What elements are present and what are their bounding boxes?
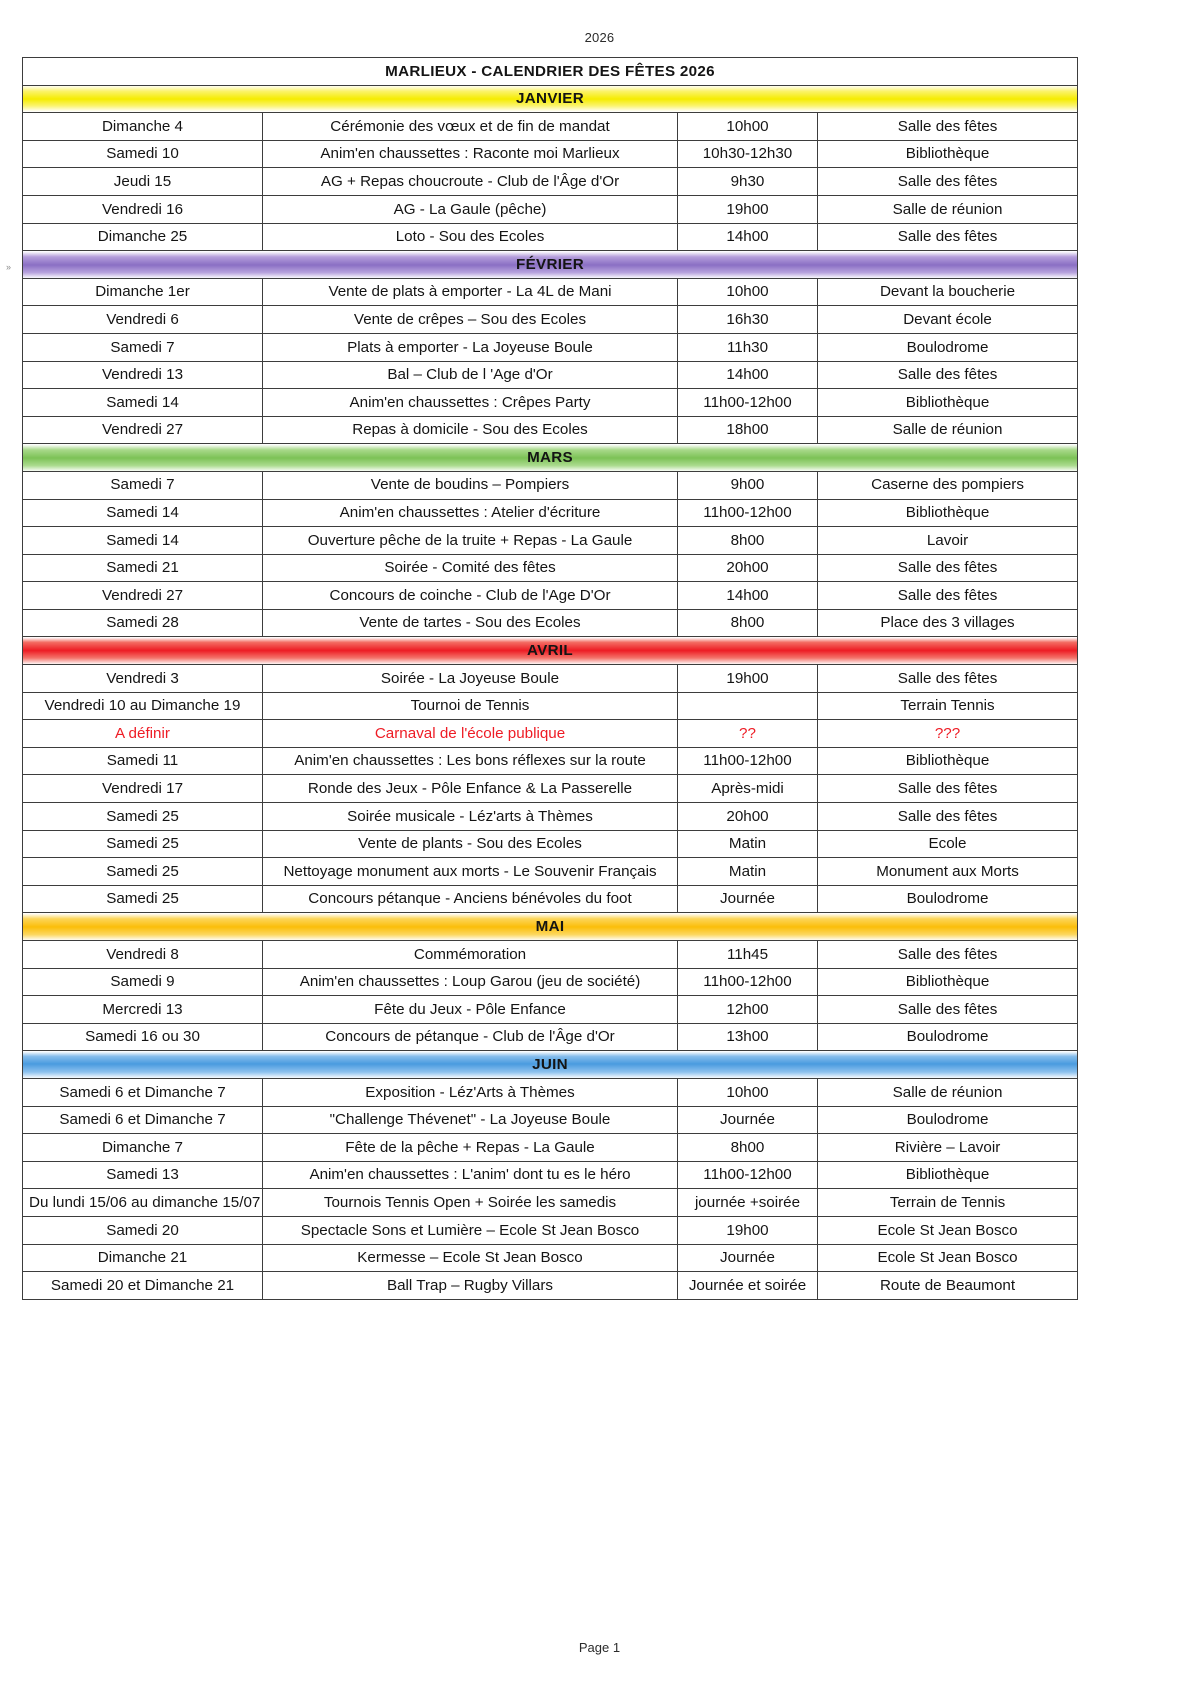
event-date-cell: Dimanche 21 <box>23 1244 263 1272</box>
event-date-cell: Vendredi 27 <box>23 416 263 444</box>
month-header-avril: AVRIL <box>23 637 1078 665</box>
event-place-cell: Ecole <box>818 830 1078 858</box>
event-date-cell: Jeudi 15 <box>23 168 263 196</box>
month-header-row <box>23 444 1078 472</box>
event-date-cell: Samedi 25 <box>23 830 263 858</box>
event-name-cell: Anim'en chaussettes : Loup Garou (jeu de société) <box>263 968 678 996</box>
table-row <box>23 168 1078 196</box>
event-time-cell: 14h00 <box>678 223 818 251</box>
event-name-cell: Kermesse – Ecole St Jean Bosco <box>263 1244 678 1272</box>
event-name-cell: Soirée musicale - Léz'arts à Thèmes <box>263 803 678 831</box>
event-date-cell: Dimanche 1er <box>23 278 263 306</box>
event-place-cell: Caserne des pompiers <box>818 471 1078 499</box>
table-row <box>23 1189 1078 1217</box>
event-name-cell: Plats à emporter - La Joyeuse Boule <box>263 333 678 361</box>
event-time-cell: Après-midi <box>678 775 818 803</box>
event-date-cell: Samedi 16 ou 30 <box>23 1023 263 1051</box>
event-time-cell <box>678 692 818 720</box>
event-place-cell: Salle des fêtes <box>818 775 1078 803</box>
event-time-cell: 11h30 <box>678 333 818 361</box>
event-name-cell: Nettoyage monument aux morts - Le Souvenir Français <box>263 858 678 886</box>
event-time-cell: 9h00 <box>678 471 818 499</box>
table-row <box>23 803 1078 831</box>
event-time-cell: 11h45 <box>678 941 818 969</box>
table-row <box>23 941 1078 969</box>
event-name-cell: Tournois Tennis Open + Soirée les samedis <box>263 1189 678 1217</box>
event-name-cell: Exposition - Léz'Arts à Thèmes <box>263 1078 678 1106</box>
event-name-cell: Ouverture pêche de la truite + Repas - La Gaule <box>263 527 678 555</box>
event-time-cell: Journée et soirée <box>678 1272 818 1300</box>
event-date-cell: Samedi 7 <box>23 471 263 499</box>
month-header-janvier: JANVIER <box>23 85 1078 113</box>
page-title: MARLIEUX - CALENDRIER DES FÊTES 2026 <box>23 58 1078 86</box>
table-row <box>23 996 1078 1024</box>
event-time-cell: Matin <box>678 830 818 858</box>
table-row <box>23 1161 1078 1189</box>
event-place-cell: Bibliothèque <box>818 389 1078 417</box>
event-date-cell: Samedi 25 <box>23 885 263 913</box>
event-time-cell: Journée <box>678 1106 818 1134</box>
event-date-cell: Samedi 20 et Dimanche 21 <box>23 1272 263 1300</box>
event-place-cell: Boulodrome <box>818 885 1078 913</box>
event-name-cell: AG + Repas choucroute - Club de l'Âge d'Or <box>263 168 678 196</box>
event-place-cell: Salle des fêtes <box>818 554 1078 582</box>
table-row <box>23 1106 1078 1134</box>
event-name-cell: Repas à domicile - Sou des Ecoles <box>263 416 678 444</box>
event-name-cell: Carnaval de l'école publique <box>263 720 678 748</box>
event-place-cell: Salle des fêtes <box>818 996 1078 1024</box>
table-row <box>23 747 1078 775</box>
event-place-cell: Devant la boucherie <box>818 278 1078 306</box>
table-row <box>23 361 1078 389</box>
event-time-cell: 14h00 <box>678 361 818 389</box>
event-place-cell: Bibliothèque <box>818 1161 1078 1189</box>
page-header-year: 2026 <box>584 30 615 45</box>
event-place-cell: Rivière – Lavoir <box>818 1134 1078 1162</box>
table-row <box>23 140 1078 168</box>
table-row <box>23 471 1078 499</box>
event-date-cell: Samedi 14 <box>23 389 263 417</box>
event-date-cell: Vendredi 10 au Dimanche 19 <box>23 692 263 720</box>
table-row <box>23 1134 1078 1162</box>
event-time-cell: 12h00 <box>678 996 818 1024</box>
event-time-cell: 20h00 <box>678 554 818 582</box>
event-time-cell: 8h00 <box>678 1134 818 1162</box>
table-row <box>23 1216 1078 1244</box>
event-time-cell: 14h00 <box>678 582 818 610</box>
event-name-cell: Vente de crêpes – Sou des Ecoles <box>263 306 678 334</box>
event-date-cell: Vendredi 13 <box>23 361 263 389</box>
event-date-cell: Samedi 9 <box>23 968 263 996</box>
table-row <box>23 858 1078 886</box>
month-header-juin: JUIN <box>23 1051 1078 1079</box>
event-date-cell: Samedi 7 <box>23 333 263 361</box>
event-name-cell: Loto - Sou des Ecoles <box>263 223 678 251</box>
event-time-cell: 10h00 <box>678 278 818 306</box>
event-date-cell: Samedi 28 <box>23 609 263 637</box>
event-place-cell: Place des 3 villages <box>818 609 1078 637</box>
event-place-cell: Bibliothèque <box>818 747 1078 775</box>
event-name-cell: Concours pétanque - Anciens bénévoles du foot <box>263 885 678 913</box>
event-place-cell: Salle de réunion <box>818 416 1078 444</box>
table-row <box>23 195 1078 223</box>
event-date-cell: Samedi 25 <box>23 803 263 831</box>
event-place-cell: Lavoir <box>818 527 1078 555</box>
month-header-février: FÉVRIER <box>23 251 1078 279</box>
scan-artifact-mark: » <box>6 262 12 272</box>
event-time-cell: 11h00-12h00 <box>678 499 818 527</box>
event-time-cell: 11h00-12h00 <box>678 389 818 417</box>
event-name-cell: Soirée - La Joyeuse Boule <box>263 665 678 693</box>
table-row <box>23 333 1078 361</box>
event-name-cell: Vente de boudins – Pompiers <box>263 471 678 499</box>
month-header-mars: MARS <box>23 444 1078 472</box>
event-date-cell: Vendredi 17 <box>23 775 263 803</box>
event-date-cell: Vendredi 16 <box>23 195 263 223</box>
event-date-cell: Samedi 6 et Dimanche 7 <box>23 1106 263 1134</box>
event-place-cell: ??? <box>818 720 1078 748</box>
month-header-row <box>23 251 1078 279</box>
event-place-cell: Bibliothèque <box>818 968 1078 996</box>
table-row <box>23 389 1078 417</box>
month-header-mai: MAI <box>23 913 1078 941</box>
event-date-cell: Mercredi 13 <box>23 996 263 1024</box>
event-name-cell: Anim'en chaussettes : Crêpes Party <box>263 389 678 417</box>
event-date-cell: Vendredi 3 <box>23 665 263 693</box>
event-place-cell: Salle des fêtes <box>818 582 1078 610</box>
event-time-cell: 8h00 <box>678 609 818 637</box>
table-row <box>23 665 1078 693</box>
event-time-cell: 19h00 <box>678 195 818 223</box>
event-place-cell: Salle des fêtes <box>818 168 1078 196</box>
event-name-cell: Vente de plants - Sou des Ecoles <box>263 830 678 858</box>
event-date-cell: Dimanche 25 <box>23 223 263 251</box>
table-row <box>23 416 1078 444</box>
table-row <box>23 223 1078 251</box>
page-footer-label: Page 1 <box>578 1640 621 1655</box>
event-place-cell: Ecole St Jean Bosco <box>818 1216 1078 1244</box>
event-time-cell: 9h30 <box>678 168 818 196</box>
table-row <box>23 306 1078 334</box>
table-row <box>23 1078 1078 1106</box>
event-time-cell: 11h00-12h00 <box>678 747 818 775</box>
event-name-cell: Concours de pétanque - Club de l'Âge d'Or <box>263 1023 678 1051</box>
event-name-cell: Spectacle Sons et Lumière – Ecole St Jean Bosco <box>263 1216 678 1244</box>
event-name-cell: Fête du Jeux - Pôle Enfance <box>263 996 678 1024</box>
event-date-cell: Samedi 21 <box>23 554 263 582</box>
event-place-cell: Salle des fêtes <box>818 113 1078 141</box>
event-time-cell: 11h00-12h00 <box>678 968 818 996</box>
event-place-cell: Ecole St Jean Bosco <box>818 1244 1078 1272</box>
event-place-cell: Terrain de Tennis <box>818 1189 1078 1217</box>
event-time-cell: 13h00 <box>678 1023 818 1051</box>
event-name-cell: Cérémonie des vœux et de fin de mandat <box>263 113 678 141</box>
event-date-cell: Samedi 14 <box>23 499 263 527</box>
event-time-cell: Journée <box>678 885 818 913</box>
event-date-cell: Dimanche 4 <box>23 113 263 141</box>
event-name-cell: "Challenge Thévenet" - La Joyeuse Boule <box>263 1106 678 1134</box>
event-name-cell: AG - La Gaule (pêche) <box>263 195 678 223</box>
table-row <box>23 609 1078 637</box>
event-date-cell: A définir <box>23 720 263 748</box>
table-row <box>23 830 1078 858</box>
event-time-cell: 19h00 <box>678 1216 818 1244</box>
table-row <box>23 775 1078 803</box>
event-place-cell: Boulodrome <box>818 1023 1078 1051</box>
event-time-cell: Matin <box>678 858 818 886</box>
calendar-title-row <box>23 58 1078 86</box>
event-date-cell: Vendredi 27 <box>23 582 263 610</box>
event-place-cell: Salle de réunion <box>818 195 1078 223</box>
event-place-cell: Salle des fêtes <box>818 665 1078 693</box>
event-time-cell: 16h30 <box>678 306 818 334</box>
event-place-cell: Boulodrome <box>818 333 1078 361</box>
event-name-cell: Vente de tartes - Sou des Ecoles <box>263 609 678 637</box>
table-row <box>23 692 1078 720</box>
calendar-table-container <box>22 57 1077 1300</box>
event-name-cell: Fête de la pêche + Repas - La Gaule <box>263 1134 678 1162</box>
table-row <box>23 527 1078 555</box>
event-name-cell: Ronde des Jeux - Pôle Enfance & La Passerelle <box>263 775 678 803</box>
event-place-cell: Route de Beaumont <box>818 1272 1078 1300</box>
event-date-cell: Samedi 20 <box>23 1216 263 1244</box>
event-date-cell: Samedi 6 et Dimanche 7 <box>23 1078 263 1106</box>
event-name-cell: Bal – Club de l 'Age d'Or <box>263 361 678 389</box>
event-name-cell: Anim'en chaussettes : L'anim' dont tu es le héro <box>263 1161 678 1189</box>
event-time-cell: 10h30-12h30 <box>678 140 818 168</box>
event-date-cell: Samedi 11 <box>23 747 263 775</box>
event-place-cell: Boulodrome <box>818 1106 1078 1134</box>
table-row <box>23 1244 1078 1272</box>
month-header-row <box>23 637 1078 665</box>
event-name-cell: Vente de plats à emporter - La 4L de Mani <box>263 278 678 306</box>
event-place-cell: Bibliothèque <box>818 499 1078 527</box>
event-place-cell: Salle des fêtes <box>818 803 1078 831</box>
event-time-cell: journée +soirée <box>678 1189 818 1217</box>
event-date-cell: Vendredi 8 <box>23 941 263 969</box>
table-row <box>23 113 1078 141</box>
event-place-cell: Devant école <box>818 306 1078 334</box>
event-time-cell: 20h00 <box>678 803 818 831</box>
event-time-cell: 8h00 <box>678 527 818 555</box>
table-row <box>23 720 1078 748</box>
event-time-cell: 10h00 <box>678 113 818 141</box>
event-date-cell: Samedi 25 <box>23 858 263 886</box>
event-name-cell: Commémoration <box>263 941 678 969</box>
event-place-cell: Salle des fêtes <box>818 361 1078 389</box>
event-name-cell: Soirée - Comité des fêtes <box>263 554 678 582</box>
event-time-cell: Journée <box>678 1244 818 1272</box>
event-date-cell: Samedi 13 <box>23 1161 263 1189</box>
table-row <box>23 582 1078 610</box>
month-header-row <box>23 1051 1078 1079</box>
table-row <box>23 1023 1078 1051</box>
event-time-cell: ?? <box>678 720 818 748</box>
event-date-cell: Du lundi 15/06 au dimanche 15/07 <box>23 1189 263 1217</box>
event-time-cell: 19h00 <box>678 665 818 693</box>
table-row <box>23 968 1078 996</box>
table-row <box>23 1272 1078 1300</box>
event-name-cell: Ball Trap – Rugby Villars <box>263 1272 678 1300</box>
event-date-cell: Samedi 10 <box>23 140 263 168</box>
calendar-table <box>22 57 1078 1300</box>
event-name-cell: Anim'en chaussettes : Raconte moi Marlieux <box>263 140 678 168</box>
event-date-cell: Dimanche 7 <box>23 1134 263 1162</box>
event-time-cell: 18h00 <box>678 416 818 444</box>
table-row <box>23 554 1078 582</box>
event-place-cell: Salle de réunion <box>818 1078 1078 1106</box>
table-row <box>23 278 1078 306</box>
event-time-cell: 11h00-12h00 <box>678 1161 818 1189</box>
event-name-cell: Anim'en chaussettes : Atelier d'écriture <box>263 499 678 527</box>
event-name-cell: Concours de coinche - Club de l'Age D'Or <box>263 582 678 610</box>
event-place-cell: Bibliothèque <box>818 140 1078 168</box>
event-place-cell: Salle des fêtes <box>818 941 1078 969</box>
table-row <box>23 885 1078 913</box>
event-date-cell: Vendredi 6 <box>23 306 263 334</box>
month-header-row <box>23 85 1078 113</box>
event-time-cell: 10h00 <box>678 1078 818 1106</box>
event-date-cell: Samedi 14 <box>23 527 263 555</box>
event-place-cell: Monument aux Morts <box>818 858 1078 886</box>
event-place-cell: Salle des fêtes <box>818 223 1078 251</box>
event-name-cell: Anim'en chaussettes : Les bons réflexes sur la route <box>263 747 678 775</box>
event-place-cell: Terrain Tennis <box>818 692 1078 720</box>
month-header-row <box>23 913 1078 941</box>
event-name-cell: Tournoi de Tennis <box>263 692 678 720</box>
table-row <box>23 499 1078 527</box>
